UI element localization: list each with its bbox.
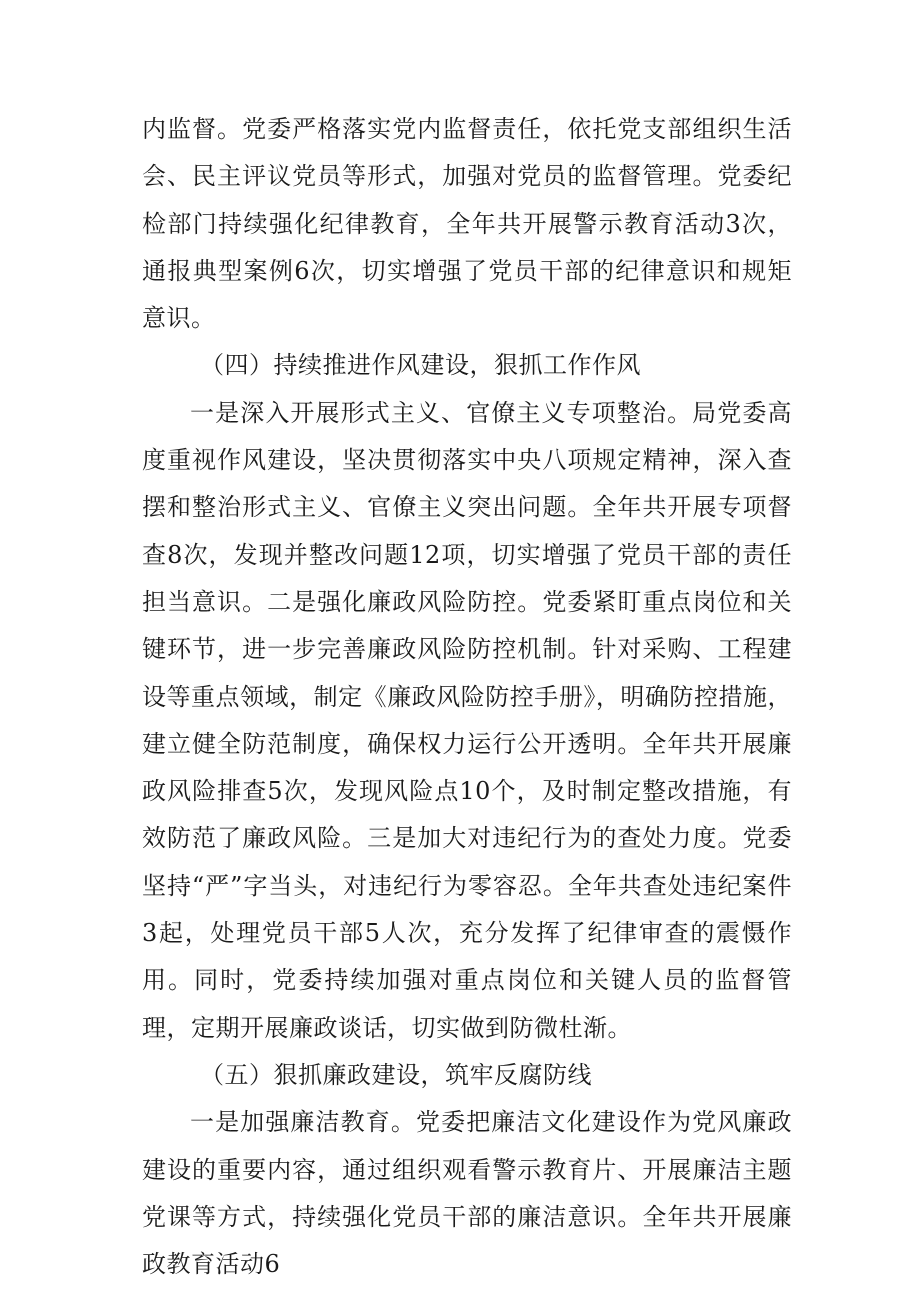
section-heading-4: （四）持续推进作风建设，狠抓工作作风 bbox=[200, 351, 641, 380]
document-body bbox=[142, 106, 792, 1288]
section-heading-5: （五）狠抓廉政建设，筑牢反腐防线 bbox=[200, 1060, 592, 1089]
paragraph-continuation: 内监督。党委严格落实党内监督责任，依托党支部组织生活会、民主评议党员等形式，加强对党员的监督管理。党委纪检部门持续强化纪律教育，全年共开展警示教育活动3次，通报典型案例6次，切实增强了党员干部的纪律意识和规矩意识。 bbox=[142, 115, 792, 333]
paragraph-work-style: 一是深入开展形式主义、官僚主义专项整治。局党委高度重视作风建设，坚决贯彻落实中央八项规定精神，深入查摆和整治形式主义、官僚主义突出问题。全年共开展专项督查8次，发现并整改问题12项，切实增强了党员干部的责任担当意识。二是强化廉政风险防控。党委紧盯重点岗位和关键环节，进一步完善廉政风险防控机制。针对采购、工程建设等重点领域，制定《廉政风险防控手册》，明确防控措施，建立健全防范制度，确保权力运行公开透明。全年共开展廉政风险排查5次，发现风险点10个，及时制定整改措施，有效防范了廉政风险。三是加大对违纪行为的查处力度。党委坚持“严”字当头，对违纪行为零容忍。全年共查处违纪案件3起，处理党员干部5人次，充分发挥了纪律审查的震慑作用。同时，党委持续加强对重点岗位和关键人员的监督管理，定期开展廉政谈话，切实做到防微杜渐。 bbox=[142, 398, 792, 1042]
paragraph-integrity-education: 一是加强廉洁教育。党委把廉洁文化建设作为党风廉政建设的重要内容，通过组织观看警示教育片、开展廉洁主题党课等方式，持续强化党员干部的廉洁意识。全年共开展廉政教育活动6 bbox=[142, 1108, 792, 1279]
